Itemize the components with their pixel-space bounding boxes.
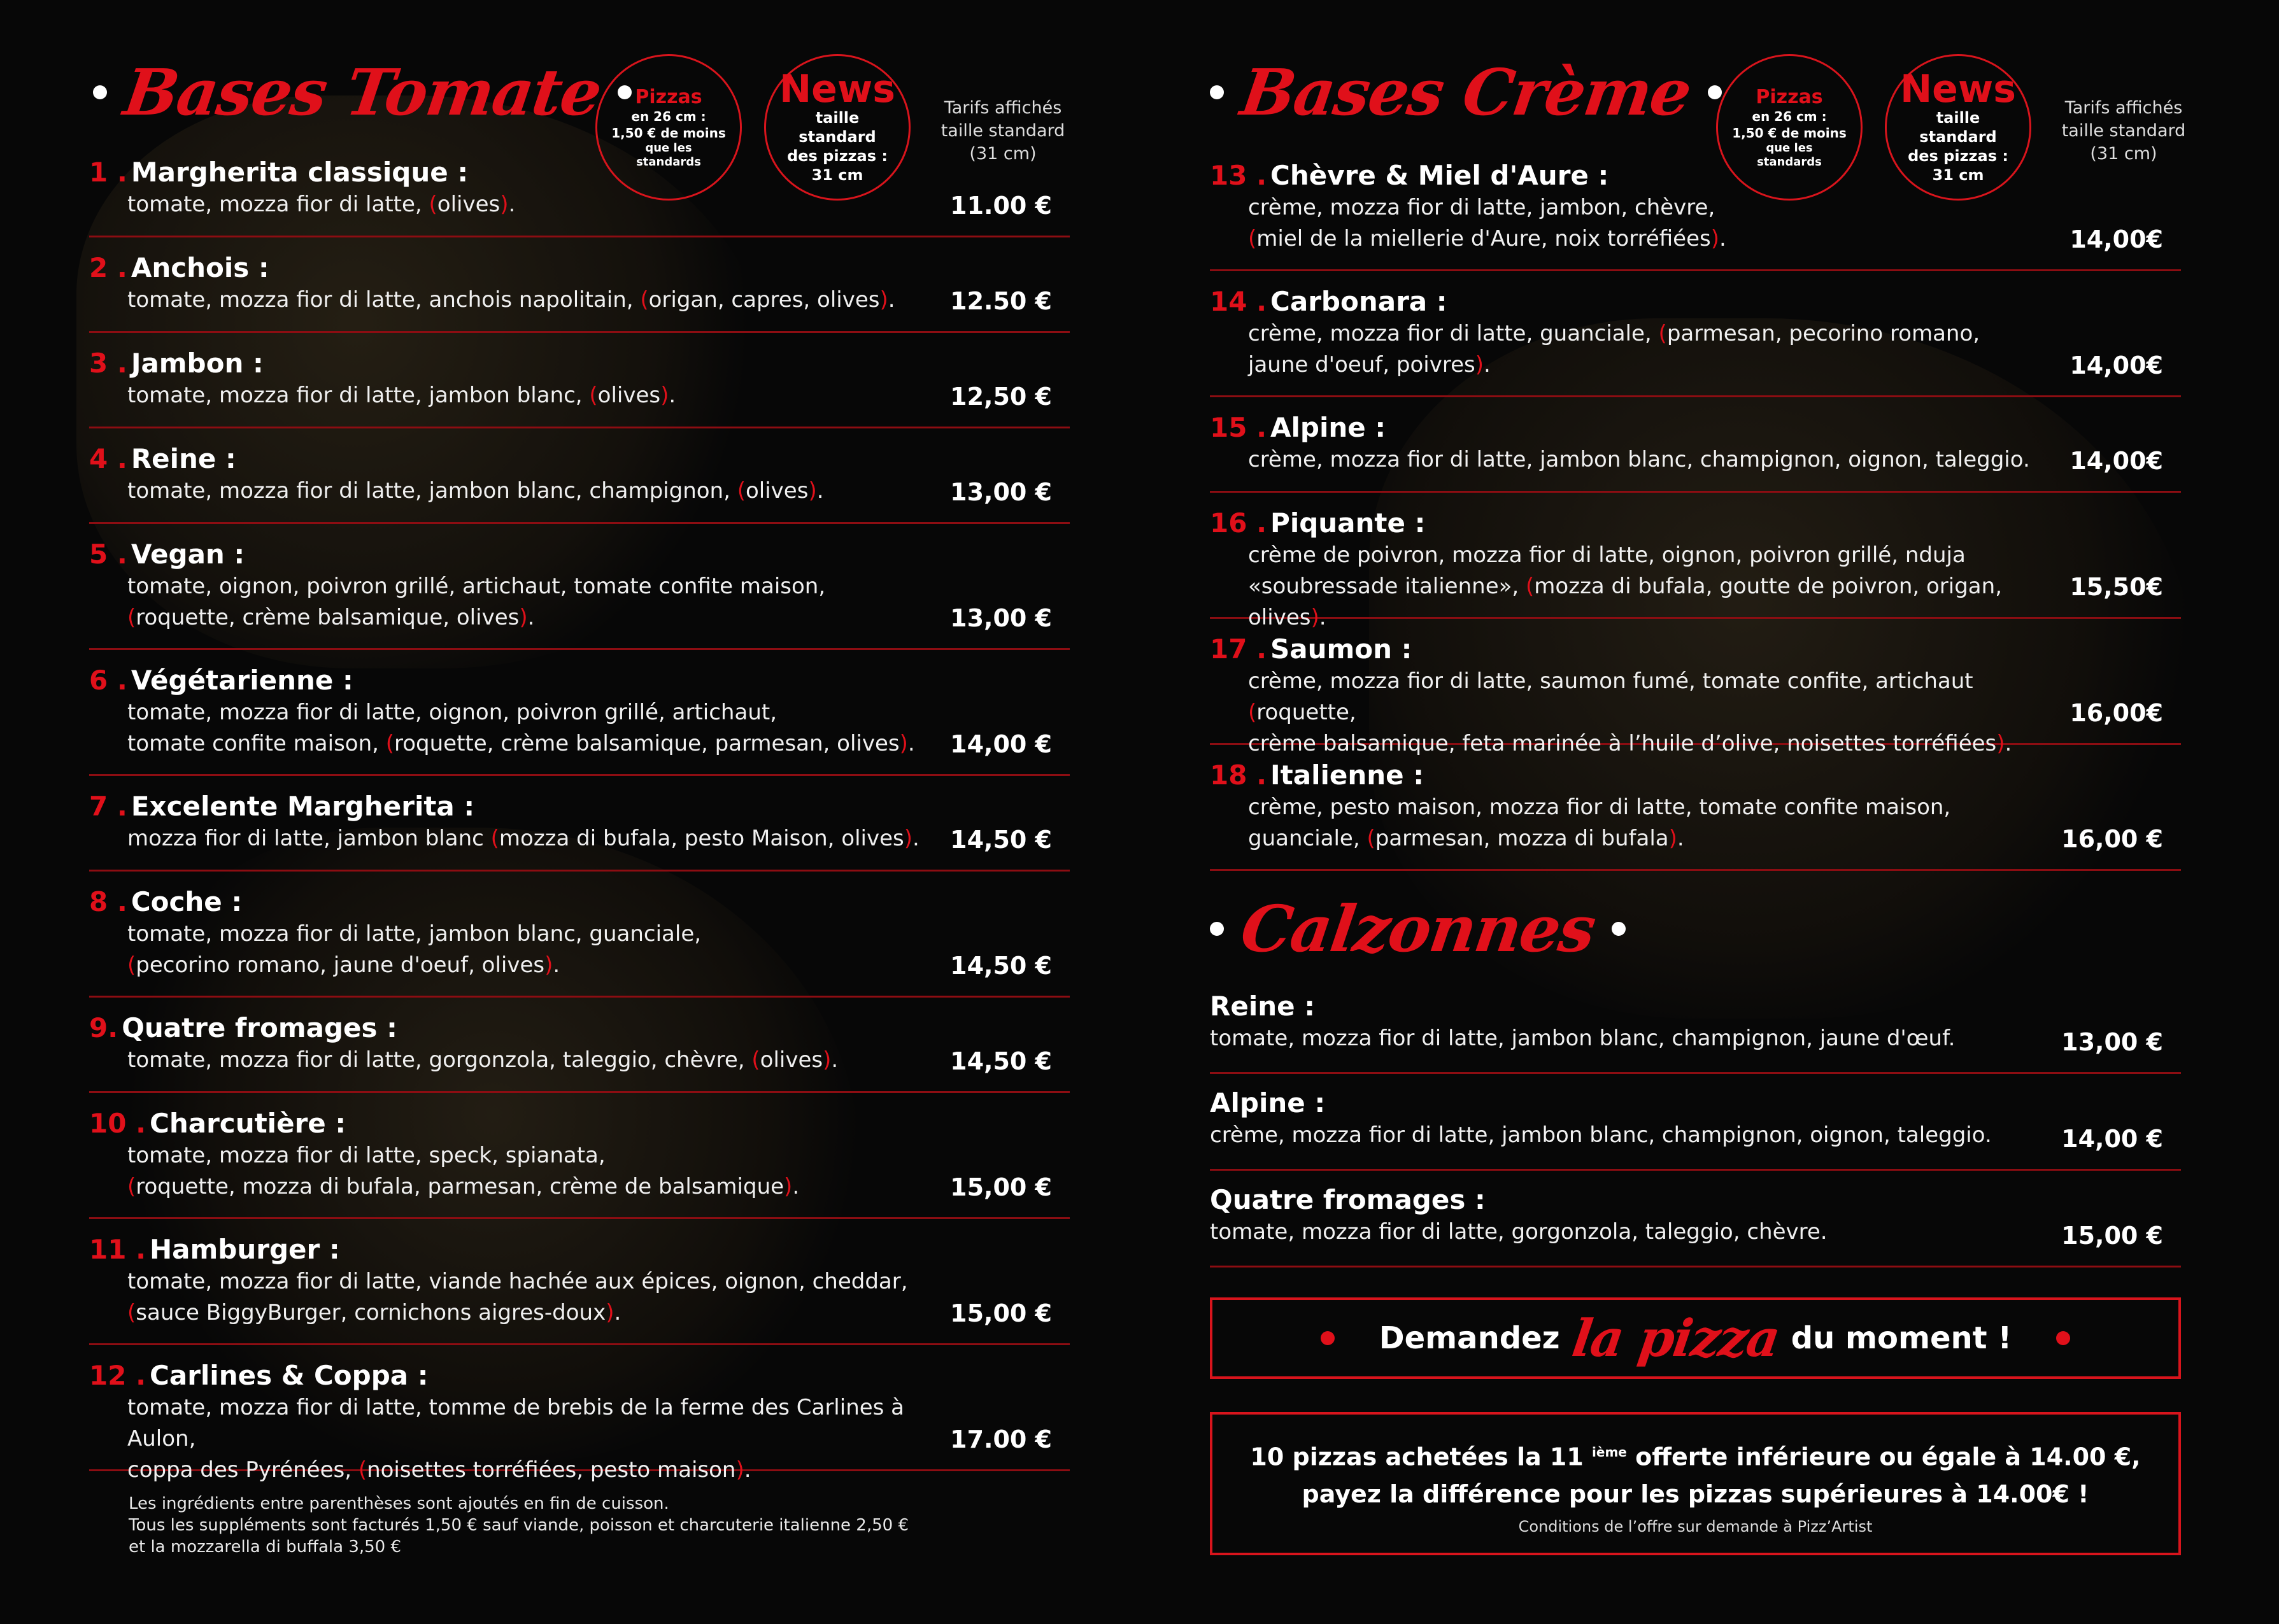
item-name: Chèvre & Miel d'Aure : [1270, 160, 1609, 191]
ingredient-text: tomate, mozza fior di latte, gorgonzola, taleggio, chèvre. [1210, 1219, 1828, 1245]
ingredient-text: crème de poivron, mozza fior di latte, oignon, poivron grillé, nduja [1248, 542, 1966, 568]
badge-line: des pizzas : [787, 147, 888, 165]
ingredient-text: sauce BiggyBurger, cornichons aigres-doux [136, 1300, 606, 1325]
item-price: 14,00 € [2061, 1125, 2163, 1153]
ingredient-text: tomate, mozza fior di latte, jambon blanc, champignon, [127, 478, 737, 504]
menu-item [89, 1012, 1070, 1093]
ingredient-text: . [614, 1300, 621, 1325]
ingredient-text: roquette, mozza di bufala, parmesan, crème de balsamique [136, 1174, 785, 1199]
item-name: Jambon : [131, 348, 264, 379]
ingredient-text: noisettes torréfiées, pesto maison [367, 1457, 736, 1483]
ingredient-line [127, 728, 942, 759]
parenthesis-mark: ) [808, 478, 817, 504]
footnote-line: et la mozzarella di buffala 3,50 € [129, 1537, 402, 1557]
parenthesis-mark: ( [1248, 226, 1257, 251]
ingredient-text: tomate, mozza fior di latte, oignon, poivron grillé, artichaut, [127, 700, 777, 725]
parenthesis-mark: ) [544, 952, 553, 978]
item-heading [89, 1233, 1070, 1266]
item-heading [89, 251, 1070, 285]
ingredient-line [127, 476, 942, 507]
parenthesis-mark: ( [589, 383, 598, 408]
offer-superscript: ième [1592, 1444, 1627, 1460]
badge-line: des pizzas : [1908, 147, 2008, 165]
badge-line: que les [1766, 141, 1813, 155]
item-number: 11 . [89, 1234, 146, 1265]
menu-item [89, 664, 1070, 776]
menu-item [89, 1107, 1070, 1219]
item-number: 9. [89, 1012, 118, 1043]
item-name: Saumon : [1270, 633, 1412, 665]
ingredient-text: parmesan, mozza di bufala [1375, 826, 1669, 851]
item-price: 17.00 € [950, 1425, 1052, 1453]
ingredient-text: . [527, 605, 535, 630]
badge-line: en 26 cm : [1752, 108, 1827, 124]
item-number: 3 . [89, 348, 127, 379]
ingredient-line [1248, 823, 2063, 854]
ingredient-line [1248, 792, 2063, 823]
parenthesis-mark: ) [784, 1174, 793, 1199]
ingredient-text: tomate, mozza fior di latte, gorgonzola, taleggio, chèvre, [127, 1047, 752, 1073]
item-name: Alpine : [1270, 412, 1386, 443]
parenthesis-mark: ) [1310, 605, 1319, 630]
bullet-dot [2056, 1331, 2070, 1345]
ingredient-line [127, 1392, 942, 1455]
menu-item [89, 1359, 1070, 1483]
ingredient-text: olives [437, 192, 501, 217]
footnote-line: Les ingrédients entre parenthèses sont ajoutés en fin de cuisson. [129, 1494, 669, 1513]
item-heading [89, 156, 1070, 189]
item-number: 15 . [1210, 412, 1267, 443]
section-title-creme [1210, 55, 1722, 130]
item-heading [89, 347, 1070, 380]
parenthesis-mark: ( [1248, 700, 1257, 725]
ingredient-line [127, 380, 942, 411]
offer-text: offerte inférieure ou égale à 14.00 €, [1635, 1443, 2141, 1471]
item-name: Alpine : [1210, 1087, 1326, 1119]
ingredient-text: tomate, mozza fior di latte, anchois napolitain, [127, 287, 641, 313]
ingredient-text: jaune d'oeuf, poivres [1248, 352, 1475, 378]
ingredient-line [1248, 444, 2063, 476]
item-price: 14,00€ [2070, 225, 2163, 253]
parenthesis-mark: ( [385, 731, 395, 756]
parenthesis-mark: ) [606, 1300, 614, 1325]
section-title-text: Bases Tomate [119, 55, 606, 130]
menu-item [1210, 1087, 2181, 1171]
ingredient-text: . [744, 1457, 751, 1483]
offer-text: 10 pizzas achetées la 11 [1250, 1443, 1584, 1471]
ingredient-line [1248, 540, 2063, 571]
item-number: 6 . [89, 665, 127, 696]
ingredient-text: . [553, 952, 560, 978]
item-price: 15,00 € [2061, 1222, 2163, 1250]
section-title-calzonnes [1210, 891, 1626, 966]
tarif-note [933, 97, 1073, 166]
menu-item [1210, 411, 2181, 493]
ingredient-line [1248, 318, 2063, 350]
item-heading [89, 886, 1070, 919]
item-heading [1210, 159, 2181, 192]
parenthesis-mark: ( [127, 605, 136, 630]
ingredient-text: pecorino romano, jaune d'oeuf, olives [136, 952, 545, 978]
item-number: 4 . [89, 443, 127, 474]
offer-line: payez la différence pour les pizzas supérieures à 14.00€ ! [1302, 1479, 2089, 1508]
menu-item [1210, 285, 2181, 397]
footnote-line: Tous les suppléments sont facturés 1,50 € sauf viande, poisson et charcuterie italienne 2,50 € [129, 1516, 909, 1535]
badge-line: 1,50 € de moins [611, 125, 726, 141]
ingredient-line [1210, 1120, 2025, 1151]
menu-item [89, 156, 1070, 237]
item-price: 15,00 € [950, 1299, 1052, 1327]
ingredient-text: coppa des Pyrénées, [127, 1457, 359, 1483]
item-name: Charcutière : [150, 1108, 346, 1139]
tarif-line: Tarifs affichés [944, 98, 1062, 118]
ingredient-text: . [1719, 226, 1726, 251]
item-heading [89, 1107, 1070, 1140]
section-title-tomate [93, 55, 632, 130]
ingredient-text: miel de la miellerie d'Aure, noix torréfiées [1256, 226, 1711, 251]
section-title-text: Calzonnes [1236, 891, 1600, 966]
tarif-line: Tarifs affichés [2064, 98, 2183, 118]
item-price: 13,00 € [2061, 1028, 2163, 1056]
badge-line: que les [645, 141, 692, 155]
parenthesis-mark: ( [737, 478, 746, 504]
item-price: 13,00 € [950, 478, 1052, 506]
badge-line: standards [636, 155, 701, 169]
item-heading [89, 1012, 1070, 1045]
item-heading [1210, 633, 2181, 666]
parenthesis-mark: ) [1996, 731, 2005, 756]
ingredient-line [127, 1455, 942, 1486]
ingredient-text: origan, capres, olives [648, 287, 880, 313]
menu-item [1210, 159, 2181, 271]
ingredient-line [127, 189, 942, 220]
badge-line: taille standard [1919, 109, 1997, 146]
item-name: Coche : [131, 886, 243, 917]
offer-conditions: Conditions de l’offre sur demande à Pizz’Artist [1518, 1517, 1873, 1536]
menu-item [89, 251, 1070, 333]
parenthesis-mark: ( [127, 952, 136, 978]
menu-item [1210, 759, 2181, 871]
ingredient-text: tomate, mozza fior di latte, jambon blanc, champignon, jaune d'œuf. [1210, 1026, 1956, 1051]
badge-title: News [1899, 67, 2017, 111]
parenthesis-mark: ( [127, 1300, 136, 1325]
item-name: Italienne : [1270, 759, 1424, 791]
parenthesis-mark: ( [127, 1174, 136, 1199]
tarif-line: taille standard [941, 121, 1065, 141]
item-price: 14,50 € [950, 952, 1052, 980]
item-price: 14,50 € [950, 826, 1052, 854]
item-heading [1210, 759, 2181, 792]
tomato-pizza-list [89, 156, 1070, 1485]
ingredient-text: tomate, mozza fior di latte, tomme de brebis de la ferme des Carlines à Aulon, [127, 1395, 905, 1451]
item-price: 14,00 € [950, 730, 1052, 758]
ingredient-line [127, 571, 942, 602]
item-price: 14,50 € [950, 1047, 1052, 1075]
ingredient-text: crème, mozza fior di latte, saumon fumé, tomate confite, artichaut [1248, 668, 1973, 694]
item-price: 12,50 € [950, 383, 1052, 411]
ingredient-line [1248, 192, 2063, 223]
item-name: Quatre fromages : [1210, 1184, 1486, 1215]
ingredient-text: tomate, mozza fior di latte, speck, spianata, [127, 1143, 606, 1168]
parenthesis-mark: ( [1367, 826, 1375, 851]
badge-line: 1,50 € de moins [1732, 125, 1847, 141]
item-number: 16 . [1210, 507, 1267, 539]
item-price: 16,00€ [2070, 699, 2163, 727]
menu-item [89, 1233, 1070, 1345]
item-price: 14,00€ [2070, 447, 2163, 475]
cream-pizza-list [1210, 159, 2181, 885]
calzone-list [1210, 990, 2181, 1280]
parenthesis-mark: ) [1710, 226, 1719, 251]
ingredient-line [127, 285, 942, 316]
menu-item [1210, 1183, 2181, 1267]
ingredient-text: . [1319, 605, 1326, 630]
ingredient-text: mozza di bufala, pesto Maison, olives [499, 826, 904, 851]
ingredient-line [127, 1266, 942, 1297]
parenthesis-mark: ( [640, 287, 649, 313]
ingredient-text: mozza di bufala, goutte de poivron, origan, olives [1248, 574, 2002, 630]
ingredient-line [1248, 350, 2063, 381]
ingredient-line [1248, 728, 2063, 759]
menu-item [89, 538, 1070, 650]
parenthesis-mark: ) [1668, 826, 1677, 851]
item-name: Hamburger : [150, 1234, 340, 1265]
parenthesis-mark: ( [751, 1047, 760, 1073]
item-price: 14,00€ [2070, 351, 2163, 379]
parenthesis-mark: ( [358, 1457, 367, 1483]
badge-line: 31 cm [1932, 166, 1984, 184]
item-heading [1210, 1087, 2181, 1120]
item-number: 8 . [89, 886, 127, 917]
item-price: 11.00 € [950, 192, 1052, 220]
item-name: Margherita classique : [131, 157, 469, 188]
tarif-line: (31 cm) [2090, 144, 2157, 164]
ingredient-text: mozza fior di latte, jambon blanc [127, 826, 491, 851]
item-heading [89, 442, 1070, 476]
menu-item [89, 886, 1070, 998]
ingredient-text: crème balsamique, feta marinée à l’huile d’olive, noisettes torréfiées [1248, 731, 1997, 756]
item-number: 12 . [89, 1360, 146, 1391]
pizza-du-moment-box [1210, 1297, 2181, 1379]
item-number: 10 . [89, 1108, 146, 1139]
item-price: 13,00 € [950, 604, 1052, 632]
item-heading [1210, 1183, 2181, 1217]
bullet-dot [1210, 85, 1224, 99]
item-number: 13 . [1210, 160, 1267, 191]
item-number: 7 . [89, 791, 127, 822]
ingredient-line [1248, 571, 2063, 633]
parenthesis-mark: ) [899, 731, 908, 756]
parenthesis-mark: ) [660, 383, 669, 408]
moment-script: la pizza [1568, 1308, 1783, 1368]
item-heading [89, 1359, 1070, 1392]
ingredient-text: olives [745, 478, 809, 504]
item-name: Excelente Margherita : [131, 791, 475, 822]
ingredient-text: . [831, 1047, 839, 1073]
item-price: 16,00 € [2061, 825, 2163, 853]
ingredient-text: . [888, 287, 895, 313]
ingredient-text: tomate, mozza fior di latte, [127, 192, 429, 217]
badge-title: Pizzas [1756, 85, 1823, 108]
ingredient-text: crème, mozza fior di latte, jambon blanc, champignon, oignon, taleggio. [1210, 1122, 1992, 1148]
item-number: 17 . [1210, 633, 1267, 665]
ingredient-line [1248, 666, 2063, 728]
item-name: Végétarienne : [131, 665, 353, 696]
menu-item [89, 347, 1070, 428]
menu-item [1210, 633, 2181, 756]
ingredient-text: roquette, crème balsamique, parmesan, olives [394, 731, 900, 756]
menu-item [89, 790, 1070, 872]
item-price: 12.50 € [950, 287, 1052, 315]
item-heading [1210, 507, 2181, 540]
parenthesis-mark: ) [735, 1457, 744, 1483]
tarif-line: taille standard [2061, 121, 2186, 141]
offer-line [1212, 1434, 2178, 1476]
ingredient-text: . [907, 731, 915, 756]
ingredient-text: tomate, mozza fior di latte, jambon blanc, [127, 383, 590, 408]
ingredient-line [127, 1140, 942, 1171]
ingredient-line [127, 950, 942, 981]
parenthesis-mark: ) [904, 826, 912, 851]
item-name: Reine : [131, 443, 236, 474]
item-name: Carlines & Coppa : [150, 1360, 429, 1391]
parenthesis-mark: ) [519, 605, 528, 630]
moment-text: Demandez [1379, 1320, 1560, 1356]
item-name: Quatre fromages : [122, 1012, 397, 1043]
item-heading [89, 664, 1070, 697]
parenthesis-mark: ) [500, 192, 509, 217]
menu-item [1210, 990, 2181, 1074]
item-heading [1210, 411, 2181, 444]
menu-item [89, 442, 1070, 524]
parenthesis-mark: ) [879, 287, 888, 313]
ingredient-line [1210, 1023, 2025, 1054]
ingredient-text: parmesan, pecorino romano, [1666, 321, 1980, 346]
ingredient-text: crème, mozza fior di latte, jambon blanc, champignon, oignon, taleggio. [1248, 447, 2030, 472]
badge-line: taille standard [799, 109, 876, 146]
ingredient-text: roquette, crème balsamique, olives [136, 605, 520, 630]
badge-line: standards [1757, 155, 1822, 169]
bullet-dot [93, 85, 107, 99]
ingredient-text: «soubressade italienne», [1248, 574, 1526, 599]
ingredient-line [127, 823, 942, 854]
item-number: 14 . [1210, 286, 1267, 317]
tarif-note [2054, 97, 2194, 166]
ingredient-text: tomate, oignon, poivron grillé, artichaut, tomate confite maison, [127, 574, 826, 599]
parenthesis-mark: ( [490, 826, 499, 851]
loyalty-offer-box [1210, 1412, 2181, 1555]
ingredient-text: crème, pesto maison, mozza fior di latte, tomate confite maison, [1248, 794, 1951, 820]
ingredient-text: guanciale, [1248, 826, 1367, 851]
item-name: Carbonara : [1270, 286, 1447, 317]
ingredient-text: . [1677, 826, 1684, 851]
parenthesis-mark: ) [1475, 352, 1484, 378]
parenthesis-mark: ( [1658, 321, 1667, 346]
ingredient-text: . [2005, 731, 2012, 756]
badge-line: 31 cm [811, 166, 863, 184]
ingredient-text: . [912, 826, 919, 851]
ingredient-line [127, 1171, 942, 1203]
ingredient-line [127, 602, 942, 633]
ingredient-text: olives [760, 1047, 823, 1073]
item-number: 1 . [89, 157, 127, 188]
ingredient-line [127, 1045, 942, 1076]
ingredient-text: crème, mozza fior di latte, jambon, chèvre, [1248, 195, 1715, 220]
ingredient-text: roquette, [1256, 700, 1356, 725]
item-price: 15,00 € [950, 1173, 1052, 1201]
bullet-dot [1210, 922, 1224, 936]
item-heading [1210, 990, 2181, 1023]
bullet-dot [1708, 85, 1722, 99]
item-heading [89, 790, 1070, 823]
tarif-line: (31 cm) [969, 144, 1037, 164]
ingredient-line [127, 919, 942, 950]
ingredient-text: crème, mozza fior di latte, guanciale, [1248, 321, 1659, 346]
ingredient-line [1248, 223, 2063, 255]
ingredient-text: . [792, 1174, 800, 1199]
menu-item [1210, 507, 2181, 630]
item-name: Vegan : [131, 539, 245, 570]
badge-title: News [779, 67, 896, 111]
item-price: 15,50€ [2070, 573, 2163, 601]
ingredient-line [127, 1297, 942, 1329]
moment-text: du moment ! [1791, 1320, 2012, 1356]
ingredient-text: . [508, 192, 516, 217]
item-number: 2 . [89, 252, 127, 283]
ingredient-text: . [669, 383, 676, 408]
ingredient-text: tomate, mozza fior di latte, viande hachée aux épices, oignon, cheddar, [127, 1269, 908, 1294]
parenthesis-mark: ( [1526, 574, 1535, 599]
item-name: Anchois : [131, 252, 269, 283]
bullet-dot [1612, 922, 1626, 936]
ingredient-text: tomate confite maison, [127, 731, 386, 756]
footnote [129, 1493, 909, 1558]
ingredient-text: . [816, 478, 824, 504]
ingredient-text: olives [597, 383, 661, 408]
bullet-dot [1321, 1331, 1335, 1345]
section-title-text: Bases Crème [1236, 55, 1695, 130]
badge-line: en 26 cm : [631, 108, 706, 124]
parenthesis-mark: ) [823, 1047, 832, 1073]
item-name: Reine : [1210, 991, 1316, 1022]
ingredient-line [127, 697, 942, 728]
ingredient-line [1210, 1217, 2025, 1248]
item-number: 5 . [89, 539, 127, 570]
ingredient-text: . [1483, 352, 1491, 378]
item-number: 18 . [1210, 759, 1267, 791]
item-heading [1210, 285, 2181, 318]
badge-title: Pizzas [635, 85, 702, 108]
ingredient-text: tomate, mozza fior di latte, jambon blanc, guanciale, [127, 921, 702, 947]
parenthesis-mark: ( [429, 192, 437, 217]
item-heading [89, 538, 1070, 571]
item-name: Piquante : [1270, 507, 1426, 539]
